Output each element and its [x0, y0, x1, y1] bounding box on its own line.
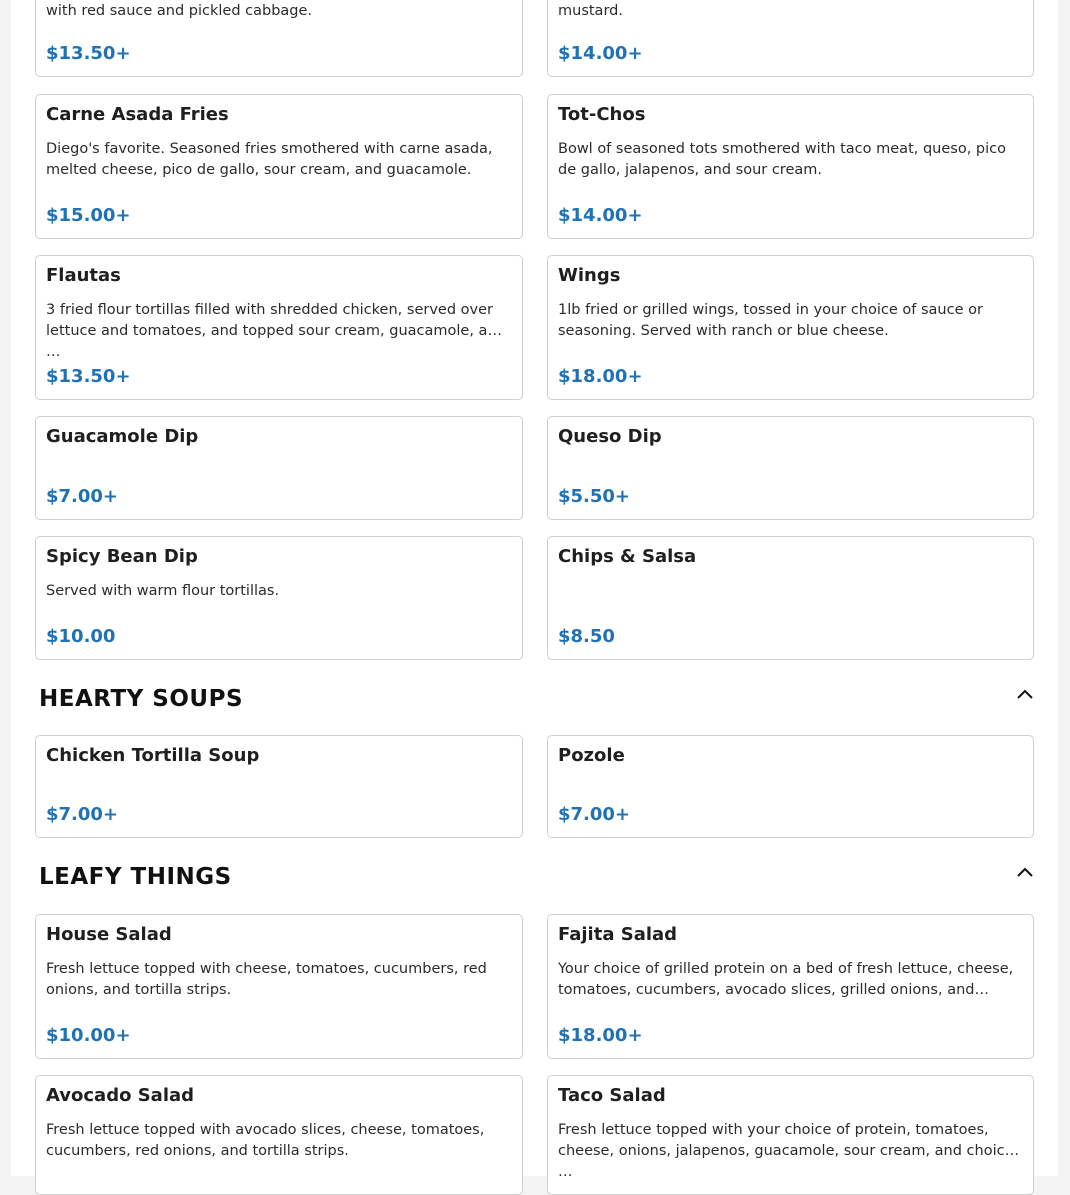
item-name: Pozole: [558, 745, 625, 766]
item-description: mustard.: [558, 3, 623, 19]
item-description: 3 fried flour tortillas filled with shredded chicken, served over lettuce and tomatoes, and topped sour cream, guacamole, and …: [46, 302, 506, 360]
item-name: Fajita Salad: [558, 924, 678, 945]
item-price: $18.00+: [558, 366, 643, 387]
menu-item-card[interactable]: [547, 94, 1034, 239]
item-name: Spicy Bean Dip: [46, 546, 198, 567]
item-description: Bowl of seasoned tots smothered with taco meat, queso, pico de gallo, jalapenos, and sour cream.: [558, 141, 1007, 178]
item-price: $7.00+: [46, 486, 119, 507]
item-name: Chicken Tortilla Soup: [46, 745, 260, 766]
menu-item-card[interactable]: [35, 1075, 523, 1195]
item-description: 1lb fried or grilled wings, tossed in your choice of sauce or seasoning. Served with ranch or blue cheese.: [558, 302, 983, 339]
item-name: Guacamole Dip: [46, 426, 199, 447]
chevron-up-icon[interactable]: [1016, 687, 1034, 701]
item-price: $15.00+: [46, 205, 131, 226]
item-description: Fresh lettuce topped with your choice of protein, tomatoes, cheese, onions, jalapenos, guacamole, sour cream, and choice …: [558, 1122, 1014, 1180]
menu-item-card[interactable]: [547, 735, 1034, 838]
item-description: Diego's favorite. Seasoned fries smothered with carne asada, melted cheese, pico de gallo, sour cream, and guacamole.: [46, 141, 493, 178]
item-price: $8.50: [558, 626, 615, 647]
item-name: Chips & Salsa: [558, 546, 697, 567]
item-price: $7.00+: [46, 804, 119, 825]
menu-item-card[interactable]: [547, 0, 1034, 77]
menu-item-card[interactable]: [35, 536, 523, 660]
item-price: $14.00+: [558, 43, 643, 64]
item-name: Flautas: [46, 265, 121, 286]
item-name: Avocado Salad: [46, 1085, 195, 1106]
item-name: House Salad: [46, 924, 172, 945]
item-price: $10.00+: [46, 1025, 131, 1046]
menu-item-card[interactable]: [547, 914, 1034, 1059]
item-price: $18.00+: [558, 1025, 643, 1046]
item-price: $14.00+: [558, 205, 643, 226]
item-name: Wings: [558, 265, 621, 286]
item-description: Served with warm flour tortillas.: [46, 583, 280, 599]
menu-item-card[interactable]: [35, 0, 523, 77]
menu-page: [11, 0, 1058, 1180]
item-name: Queso Dip: [558, 426, 662, 447]
item-description: with red sauce and pickled cabbage.: [46, 3, 313, 19]
item-description: Fresh lettuce topped with avocado slices, cheese, tomatoes, cucumbers, red onions, and tortilla strips.: [46, 1122, 485, 1159]
item-name: Tot-Chos: [558, 104, 646, 125]
menu-item-card[interactable]: [35, 94, 523, 239]
menu-item-card[interactable]: [35, 255, 523, 400]
menu-item-card[interactable]: [35, 914, 523, 1059]
item-description: Your choice of grilled protein on a bed of fresh lettuce, cheese, tomatoes, cucumbers, avocado slices, grilled onions, and…: [558, 961, 1014, 998]
section-title-salads: LEAFY THINGS: [39, 864, 232, 890]
menu-item-card[interactable]: [35, 416, 523, 520]
menu-item-card[interactable]: [547, 255, 1034, 400]
menu-item-card[interactable]: [35, 735, 523, 838]
item-name: Carne Asada Fries: [46, 104, 229, 125]
item-description: Fresh lettuce topped with cheese, tomatoes, cucumbers, red onions, and tortilla strips.: [46, 961, 487, 998]
item-name: Taco Salad: [558, 1085, 666, 1106]
item-price: $13.50+: [46, 366, 131, 387]
item-price: $10.00: [46, 626, 116, 647]
item-price: $5.50+: [558, 486, 631, 507]
menu-item-card[interactable]: [547, 1075, 1034, 1195]
item-price: $13.50+: [46, 43, 131, 64]
section-title-soups: HEARTY SOUPS: [39, 686, 244, 712]
item-price: $7.00+: [558, 804, 631, 825]
menu-item-card[interactable]: [547, 416, 1034, 520]
chevron-up-icon[interactable]: [1016, 865, 1034, 879]
menu-item-card[interactable]: [547, 536, 1034, 660]
